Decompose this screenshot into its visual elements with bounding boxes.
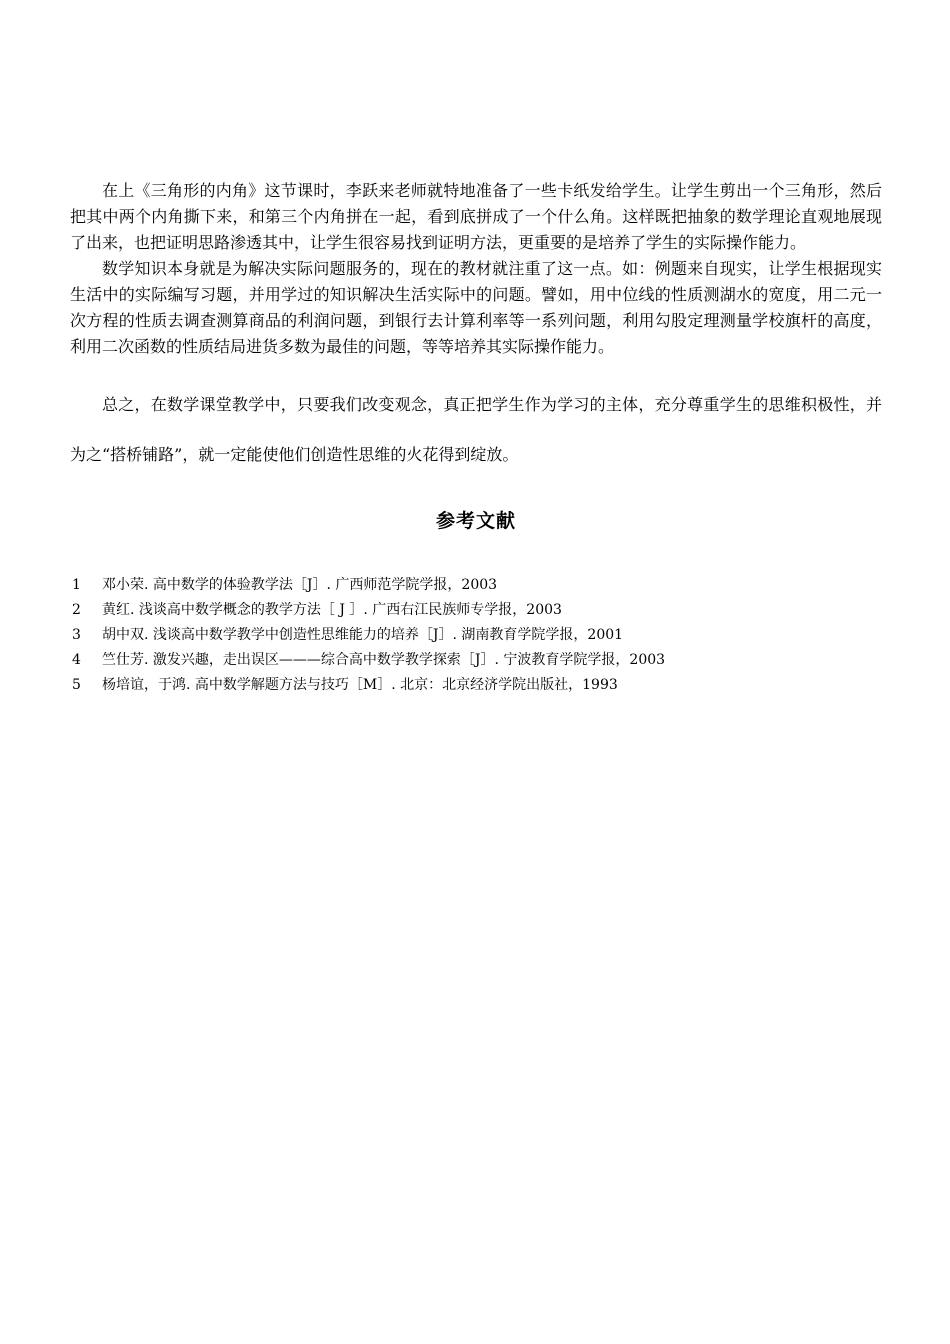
- reference-item: [70, 598, 882, 623]
- reference-number: 4: [72, 652, 81, 668]
- reference-text: 邓小荣. 高中数学的体验教学法［J］. 广西师范学院学报，2003: [102, 577, 498, 593]
- reference-number: 3: [72, 627, 81, 643]
- body-paragraph-2: 数学知识本身就是为解决实际问题服务的，现在的教材就注重了这一点。如：例题来自现实，让学生根据现实生活中的实际编写习题，并用学过的知识解决生活实际中的问题。譬如，用中位线的性质测湖水的宽度，用二元一次方程的性质去调查测算商品的利润问题，到银行去计算利率等一系列问题，利用勾股定理测量学校旗杆的高度，利用二次函数的性质结局进货多数为最佳的问题，等等培养其实际操作能力。: [70, 259, 882, 356]
- reference-item: [70, 673, 882, 698]
- reference-item: [70, 648, 882, 673]
- reference-text: 竺仕芳. 激发兴趣，走出误区———综合高中数学教学探索［J］. 宁波教育学院学报，2003: [102, 652, 666, 668]
- reference-item: [70, 623, 882, 648]
- reference-item: [70, 573, 882, 598]
- conclusion-paragraph: 总之，在数学课堂教学中，只要我们改变观念，真正把学生作为学习的主体，充分尊重学生的思维积极性，并为之“搭桥铺路”，就一定能使他们创造性思维的火花得到绽放。: [70, 395, 882, 464]
- references-title: 参考文献: [435, 510, 516, 532]
- reference-text: 胡中双. 浅谈高中数学教学中创造性思维能力的培养［J］. 湖南教育学院学报，2001: [102, 627, 624, 643]
- reference-number: 2: [72, 602, 81, 618]
- reference-text: 杨培谊，于鸿. 高中数学解题方法与技巧［M］. 北京：北京经济学院出版社，1993: [102, 677, 618, 693]
- references-list: [70, 573, 882, 698]
- body-paragraph-1: 在上《三角形的内角》这节课时，李跃来老师就特地准备了一些卡纸发给学生。让学生剪出一个三角形，然后把其中两个内角撕下来，和第三个内角拼在一起，看到底拼成了一个什么角。这样既把抽象的数学理论直观地展现了出来，也把证明思路渗透其中，让学生很容易找到证明方法，更重要的是培养了学生的实际操作能力。: [70, 181, 882, 252]
- reference-number: 1: [72, 577, 81, 593]
- document-page: [70, 178, 882, 698]
- reference-number: 5: [72, 677, 81, 693]
- reference-text: 黄红. 浅谈高中数学概念的教学方法［ J ］. 广西右江民族师专学报，2003: [102, 602, 562, 618]
